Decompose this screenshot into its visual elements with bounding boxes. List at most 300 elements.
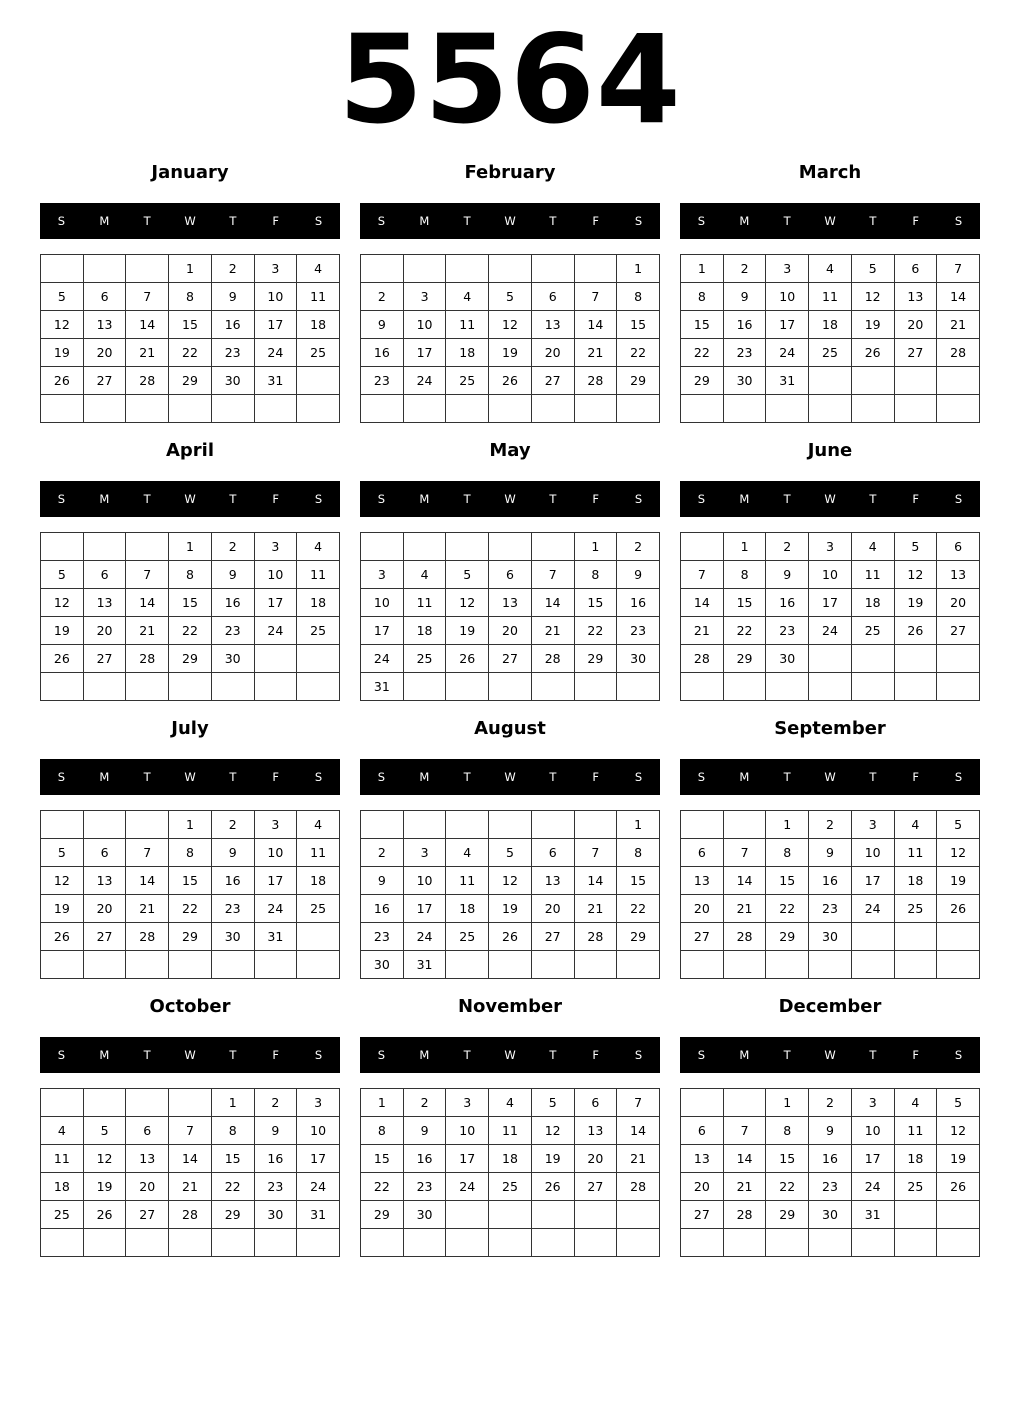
day-cell: 14 bbox=[574, 867, 617, 895]
day-cell: 7 bbox=[723, 1117, 766, 1145]
day-cell bbox=[531, 1201, 574, 1229]
day-cell: 14 bbox=[531, 589, 574, 617]
day-cell: 7 bbox=[126, 283, 169, 311]
day-cell bbox=[403, 533, 446, 561]
day-cell bbox=[937, 1229, 980, 1257]
weekday-label: T bbox=[783, 214, 791, 228]
day-cell: 16 bbox=[723, 311, 766, 339]
day-cell bbox=[126, 395, 169, 423]
day-cell: 22 bbox=[211, 1173, 254, 1201]
day-cell bbox=[446, 811, 489, 839]
day-cell: 16 bbox=[361, 895, 404, 923]
day-cell: 25 bbox=[446, 923, 489, 951]
day-cell: 11 bbox=[446, 867, 489, 895]
day-cell: 23 bbox=[766, 617, 809, 645]
day-cell: 25 bbox=[489, 1173, 532, 1201]
day-cell: 8 bbox=[169, 839, 212, 867]
day-cell: 8 bbox=[169, 283, 212, 311]
day-cell: 27 bbox=[531, 923, 574, 951]
weekday-label: M bbox=[99, 770, 110, 784]
day-cell: 17 bbox=[446, 1145, 489, 1173]
day-cell: 23 bbox=[361, 367, 404, 395]
day-cell: 22 bbox=[681, 339, 724, 367]
day-cell: 7 bbox=[531, 561, 574, 589]
day-cell: 20 bbox=[83, 617, 126, 645]
weekday-label: T bbox=[869, 214, 877, 228]
day-cell: 26 bbox=[41, 645, 84, 673]
day-cell: 10 bbox=[446, 1117, 489, 1145]
day-cell bbox=[894, 395, 937, 423]
week-row bbox=[681, 1201, 980, 1229]
day-cell: 28 bbox=[169, 1201, 212, 1229]
day-cell bbox=[681, 811, 724, 839]
day-cell bbox=[937, 367, 980, 395]
weekday-label: S bbox=[377, 492, 386, 506]
weekday-label: T bbox=[549, 1048, 557, 1062]
weekday-header bbox=[680, 203, 980, 239]
day-cell: 4 bbox=[446, 283, 489, 311]
day-cell: 30 bbox=[617, 645, 660, 673]
day-cell bbox=[446, 1201, 489, 1229]
weekday-label: S bbox=[634, 214, 643, 228]
day-cell: 4 bbox=[297, 255, 340, 283]
day-cell bbox=[937, 951, 980, 979]
day-cell: 20 bbox=[489, 617, 532, 645]
weekday-label: F bbox=[912, 1048, 920, 1062]
month-title: November bbox=[457, 996, 563, 1017]
day-cell: 12 bbox=[489, 311, 532, 339]
day-cell: 17 bbox=[766, 311, 809, 339]
day-cell: 26 bbox=[937, 895, 980, 923]
day-cell bbox=[361, 395, 404, 423]
day-cell: 9 bbox=[723, 283, 766, 311]
day-cell: 12 bbox=[894, 561, 937, 589]
day-cell: 21 bbox=[531, 617, 574, 645]
week-row bbox=[41, 561, 340, 589]
day-cell: 20 bbox=[574, 1145, 617, 1173]
day-cell bbox=[723, 811, 766, 839]
day-cell: 20 bbox=[937, 589, 980, 617]
weekday-header bbox=[360, 481, 660, 517]
day-cell: 6 bbox=[574, 1089, 617, 1117]
day-cell: 3 bbox=[297, 1089, 340, 1117]
day-grid bbox=[360, 532, 660, 701]
day-cell bbox=[489, 395, 532, 423]
week-row bbox=[681, 1173, 980, 1201]
day-cell bbox=[894, 367, 937, 395]
week-row bbox=[41, 895, 340, 923]
day-cell bbox=[446, 255, 489, 283]
day-cell: 7 bbox=[681, 561, 724, 589]
weekday-label: S bbox=[377, 214, 386, 228]
day-cell: 31 bbox=[254, 923, 297, 951]
day-cell bbox=[574, 1201, 617, 1229]
day-cell: 14 bbox=[126, 867, 169, 895]
weekday-label: F bbox=[592, 492, 600, 506]
day-cell: 2 bbox=[211, 533, 254, 561]
weekday-label: T bbox=[229, 1048, 237, 1062]
day-cell: 1 bbox=[766, 1089, 809, 1117]
weekday-label: F bbox=[272, 214, 280, 228]
day-cell: 24 bbox=[851, 1173, 894, 1201]
day-cell: 3 bbox=[361, 561, 404, 589]
week-row bbox=[41, 1117, 340, 1145]
day-grid bbox=[680, 810, 980, 979]
day-cell bbox=[809, 951, 852, 979]
week-row bbox=[681, 895, 980, 923]
day-cell bbox=[851, 1229, 894, 1257]
day-cell: 6 bbox=[937, 533, 980, 561]
day-cell bbox=[681, 951, 724, 979]
day-cell: 9 bbox=[809, 839, 852, 867]
week-row bbox=[681, 255, 980, 283]
day-cell bbox=[169, 951, 212, 979]
day-cell bbox=[126, 673, 169, 701]
day-cell bbox=[851, 673, 894, 701]
week-row bbox=[681, 339, 980, 367]
day-cell: 17 bbox=[851, 1145, 894, 1173]
day-cell: 29 bbox=[361, 1201, 404, 1229]
day-cell: 11 bbox=[851, 561, 894, 589]
day-cell: 26 bbox=[531, 1173, 574, 1201]
day-cell: 3 bbox=[254, 255, 297, 283]
weekday-label: S bbox=[634, 770, 643, 784]
day-cell: 13 bbox=[681, 1145, 724, 1173]
day-cell: 8 bbox=[766, 1117, 809, 1145]
day-cell: 5 bbox=[937, 811, 980, 839]
month-title: January bbox=[151, 162, 229, 183]
day-cell: 1 bbox=[169, 255, 212, 283]
day-cell: 2 bbox=[723, 255, 766, 283]
day-cell: 9 bbox=[766, 561, 809, 589]
day-cell bbox=[211, 951, 254, 979]
day-cell bbox=[41, 1089, 84, 1117]
day-cell: 26 bbox=[83, 1201, 126, 1229]
day-cell: 15 bbox=[169, 311, 212, 339]
weekday-label: S bbox=[57, 1048, 66, 1062]
day-cell bbox=[681, 673, 724, 701]
day-cell: 20 bbox=[83, 339, 126, 367]
day-cell: 9 bbox=[361, 867, 404, 895]
day-cell: 18 bbox=[41, 1173, 84, 1201]
day-cell bbox=[41, 673, 84, 701]
day-grid bbox=[680, 254, 980, 423]
weekday-label: W bbox=[184, 214, 196, 228]
weekday-label: F bbox=[272, 1048, 280, 1062]
day-cell bbox=[531, 951, 574, 979]
day-cell bbox=[809, 1229, 852, 1257]
day-cell: 31 bbox=[851, 1201, 894, 1229]
day-cell: 10 bbox=[403, 311, 446, 339]
weekday-label: M bbox=[419, 770, 430, 784]
day-cell: 23 bbox=[723, 339, 766, 367]
day-cell: 15 bbox=[766, 1145, 809, 1173]
day-cell: 23 bbox=[617, 617, 660, 645]
week-row bbox=[41, 339, 340, 367]
week-row bbox=[681, 645, 980, 673]
day-cell: 26 bbox=[489, 923, 532, 951]
day-cell: 18 bbox=[403, 617, 446, 645]
day-cell bbox=[531, 1229, 574, 1257]
week-row bbox=[41, 673, 340, 701]
day-cell: 4 bbox=[894, 1089, 937, 1117]
day-cell: 24 bbox=[361, 645, 404, 673]
day-cell: 24 bbox=[254, 339, 297, 367]
day-cell bbox=[574, 395, 617, 423]
day-cell: 21 bbox=[574, 339, 617, 367]
month-title: February bbox=[464, 162, 556, 183]
day-cell bbox=[574, 951, 617, 979]
day-cell bbox=[361, 255, 404, 283]
day-cell bbox=[574, 811, 617, 839]
day-cell: 4 bbox=[41, 1117, 84, 1145]
day-cell: 23 bbox=[254, 1173, 297, 1201]
day-cell bbox=[809, 673, 852, 701]
day-cell bbox=[809, 395, 852, 423]
week-row bbox=[361, 645, 660, 673]
day-cell bbox=[126, 1229, 169, 1257]
day-grid bbox=[40, 810, 340, 979]
weekday-header bbox=[680, 759, 980, 795]
day-cell: 30 bbox=[766, 645, 809, 673]
day-cell: 29 bbox=[766, 1201, 809, 1229]
day-cell bbox=[83, 1229, 126, 1257]
day-cell bbox=[766, 395, 809, 423]
day-cell: 7 bbox=[574, 283, 617, 311]
day-cell: 12 bbox=[851, 283, 894, 311]
day-cell bbox=[254, 645, 297, 673]
week-row bbox=[681, 283, 980, 311]
week-row bbox=[41, 255, 340, 283]
day-cell: 19 bbox=[489, 339, 532, 367]
day-cell: 28 bbox=[574, 923, 617, 951]
weekday-label: F bbox=[592, 770, 600, 784]
day-cell: 15 bbox=[574, 589, 617, 617]
week-row bbox=[361, 311, 660, 339]
day-cell: 12 bbox=[41, 311, 84, 339]
day-cell: 28 bbox=[723, 923, 766, 951]
day-cell bbox=[851, 645, 894, 673]
week-row bbox=[361, 589, 660, 617]
day-cell bbox=[489, 811, 532, 839]
day-cell bbox=[126, 533, 169, 561]
day-cell bbox=[894, 1229, 937, 1257]
day-cell: 27 bbox=[937, 617, 980, 645]
day-cell: 23 bbox=[211, 895, 254, 923]
day-cell: 24 bbox=[254, 895, 297, 923]
month-title: June bbox=[807, 440, 853, 461]
day-cell: 1 bbox=[361, 1089, 404, 1117]
week-row bbox=[361, 561, 660, 589]
day-cell: 11 bbox=[446, 311, 489, 339]
day-cell: 5 bbox=[894, 533, 937, 561]
day-cell: 24 bbox=[403, 923, 446, 951]
week-row bbox=[361, 255, 660, 283]
day-cell: 22 bbox=[617, 895, 660, 923]
weekday-header bbox=[360, 203, 660, 239]
day-cell: 13 bbox=[489, 589, 532, 617]
day-cell: 8 bbox=[169, 561, 212, 589]
day-cell: 30 bbox=[403, 1201, 446, 1229]
weekday-label: F bbox=[592, 1048, 600, 1062]
day-cell: 18 bbox=[446, 339, 489, 367]
day-cell: 14 bbox=[126, 311, 169, 339]
day-cell bbox=[83, 673, 126, 701]
day-cell: 26 bbox=[41, 923, 84, 951]
day-cell: 13 bbox=[937, 561, 980, 589]
day-cell: 14 bbox=[617, 1117, 660, 1145]
day-cell: 27 bbox=[126, 1201, 169, 1229]
day-cell: 11 bbox=[894, 1117, 937, 1145]
day-cell: 14 bbox=[126, 589, 169, 617]
week-row bbox=[41, 533, 340, 561]
day-cell bbox=[41, 255, 84, 283]
day-cell bbox=[41, 951, 84, 979]
day-cell: 17 bbox=[851, 867, 894, 895]
weekday-header bbox=[680, 1037, 980, 1073]
weekday-label: S bbox=[697, 1048, 706, 1062]
day-cell bbox=[211, 395, 254, 423]
day-cell bbox=[489, 1201, 532, 1229]
weekday-label: T bbox=[143, 214, 151, 228]
day-cell: 21 bbox=[937, 311, 980, 339]
weekday-label: S bbox=[697, 770, 706, 784]
day-cell: 6 bbox=[489, 561, 532, 589]
weekday-label: W bbox=[824, 1048, 836, 1062]
day-cell: 21 bbox=[681, 617, 724, 645]
day-cell: 29 bbox=[574, 645, 617, 673]
weekday-label: S bbox=[954, 1048, 963, 1062]
day-cell: 20 bbox=[531, 339, 574, 367]
weekday-label: M bbox=[419, 492, 430, 506]
day-cell: 5 bbox=[41, 561, 84, 589]
week-row bbox=[41, 839, 340, 867]
week-row bbox=[361, 1089, 660, 1117]
day-cell: 14 bbox=[681, 589, 724, 617]
day-cell: 27 bbox=[574, 1173, 617, 1201]
day-cell: 11 bbox=[297, 283, 340, 311]
day-cell bbox=[403, 673, 446, 701]
day-cell: 25 bbox=[851, 617, 894, 645]
day-cell: 2 bbox=[211, 255, 254, 283]
week-row bbox=[361, 533, 660, 561]
day-cell: 24 bbox=[254, 617, 297, 645]
weekday-label: T bbox=[869, 492, 877, 506]
day-cell: 11 bbox=[809, 283, 852, 311]
day-cell: 15 bbox=[617, 311, 660, 339]
weekday-header bbox=[680, 481, 980, 517]
day-cell: 19 bbox=[41, 339, 84, 367]
day-cell bbox=[937, 395, 980, 423]
day-cell bbox=[766, 951, 809, 979]
day-cell bbox=[531, 673, 574, 701]
weekday-label: W bbox=[504, 492, 516, 506]
week-row bbox=[41, 311, 340, 339]
day-cell: 28 bbox=[126, 923, 169, 951]
day-cell: 29 bbox=[617, 923, 660, 951]
day-cell: 29 bbox=[169, 645, 212, 673]
day-cell bbox=[361, 533, 404, 561]
day-cell: 23 bbox=[403, 1173, 446, 1201]
day-cell: 5 bbox=[41, 839, 84, 867]
day-cell bbox=[211, 673, 254, 701]
day-cell bbox=[723, 395, 766, 423]
day-cell: 8 bbox=[681, 283, 724, 311]
day-cell: 3 bbox=[403, 283, 446, 311]
day-cell: 7 bbox=[617, 1089, 660, 1117]
day-cell: 4 bbox=[297, 533, 340, 561]
day-cell: 27 bbox=[83, 367, 126, 395]
day-cell bbox=[297, 951, 340, 979]
day-cell bbox=[851, 923, 894, 951]
day-cell: 2 bbox=[361, 283, 404, 311]
week-row bbox=[681, 1089, 980, 1117]
weekday-label: M bbox=[739, 492, 750, 506]
day-cell: 28 bbox=[937, 339, 980, 367]
week-row bbox=[41, 1201, 340, 1229]
day-cell bbox=[531, 255, 574, 283]
day-cell: 1 bbox=[211, 1089, 254, 1117]
day-cell: 27 bbox=[681, 923, 724, 951]
day-cell: 6 bbox=[894, 255, 937, 283]
day-cell: 2 bbox=[617, 533, 660, 561]
day-cell: 8 bbox=[211, 1117, 254, 1145]
day-grid bbox=[40, 1088, 340, 1257]
day-cell: 18 bbox=[297, 589, 340, 617]
day-cell bbox=[681, 533, 724, 561]
day-cell: 25 bbox=[41, 1201, 84, 1229]
weekday-label: T bbox=[463, 492, 471, 506]
day-cell: 9 bbox=[211, 561, 254, 589]
day-cell: 30 bbox=[211, 923, 254, 951]
weekday-label: T bbox=[229, 492, 237, 506]
day-cell: 19 bbox=[894, 589, 937, 617]
day-cell: 8 bbox=[361, 1117, 404, 1145]
day-cell: 22 bbox=[723, 617, 766, 645]
weekday-label: S bbox=[314, 492, 323, 506]
day-cell bbox=[41, 811, 84, 839]
day-cell bbox=[126, 255, 169, 283]
month-title: December bbox=[778, 996, 882, 1017]
day-cell: 4 bbox=[446, 839, 489, 867]
day-cell: 9 bbox=[254, 1117, 297, 1145]
weekday-label: M bbox=[99, 1048, 110, 1062]
day-cell bbox=[83, 811, 126, 839]
weekday-header bbox=[40, 203, 340, 239]
day-cell bbox=[851, 395, 894, 423]
day-cell bbox=[723, 1089, 766, 1117]
day-cell: 30 bbox=[723, 367, 766, 395]
week-row bbox=[361, 673, 660, 701]
day-cell: 6 bbox=[83, 561, 126, 589]
day-cell bbox=[489, 1229, 532, 1257]
day-cell bbox=[531, 533, 574, 561]
day-cell: 23 bbox=[211, 339, 254, 367]
day-cell bbox=[574, 1229, 617, 1257]
weekday-label: W bbox=[824, 492, 836, 506]
day-cell: 6 bbox=[126, 1117, 169, 1145]
day-cell bbox=[723, 673, 766, 701]
day-cell: 1 bbox=[681, 255, 724, 283]
day-cell bbox=[937, 1201, 980, 1229]
week-row bbox=[41, 395, 340, 423]
day-cell: 3 bbox=[254, 533, 297, 561]
day-cell: 25 bbox=[297, 339, 340, 367]
day-cell: 20 bbox=[83, 895, 126, 923]
day-cell bbox=[446, 1229, 489, 1257]
day-cell: 18 bbox=[489, 1145, 532, 1173]
day-cell: 22 bbox=[574, 617, 617, 645]
